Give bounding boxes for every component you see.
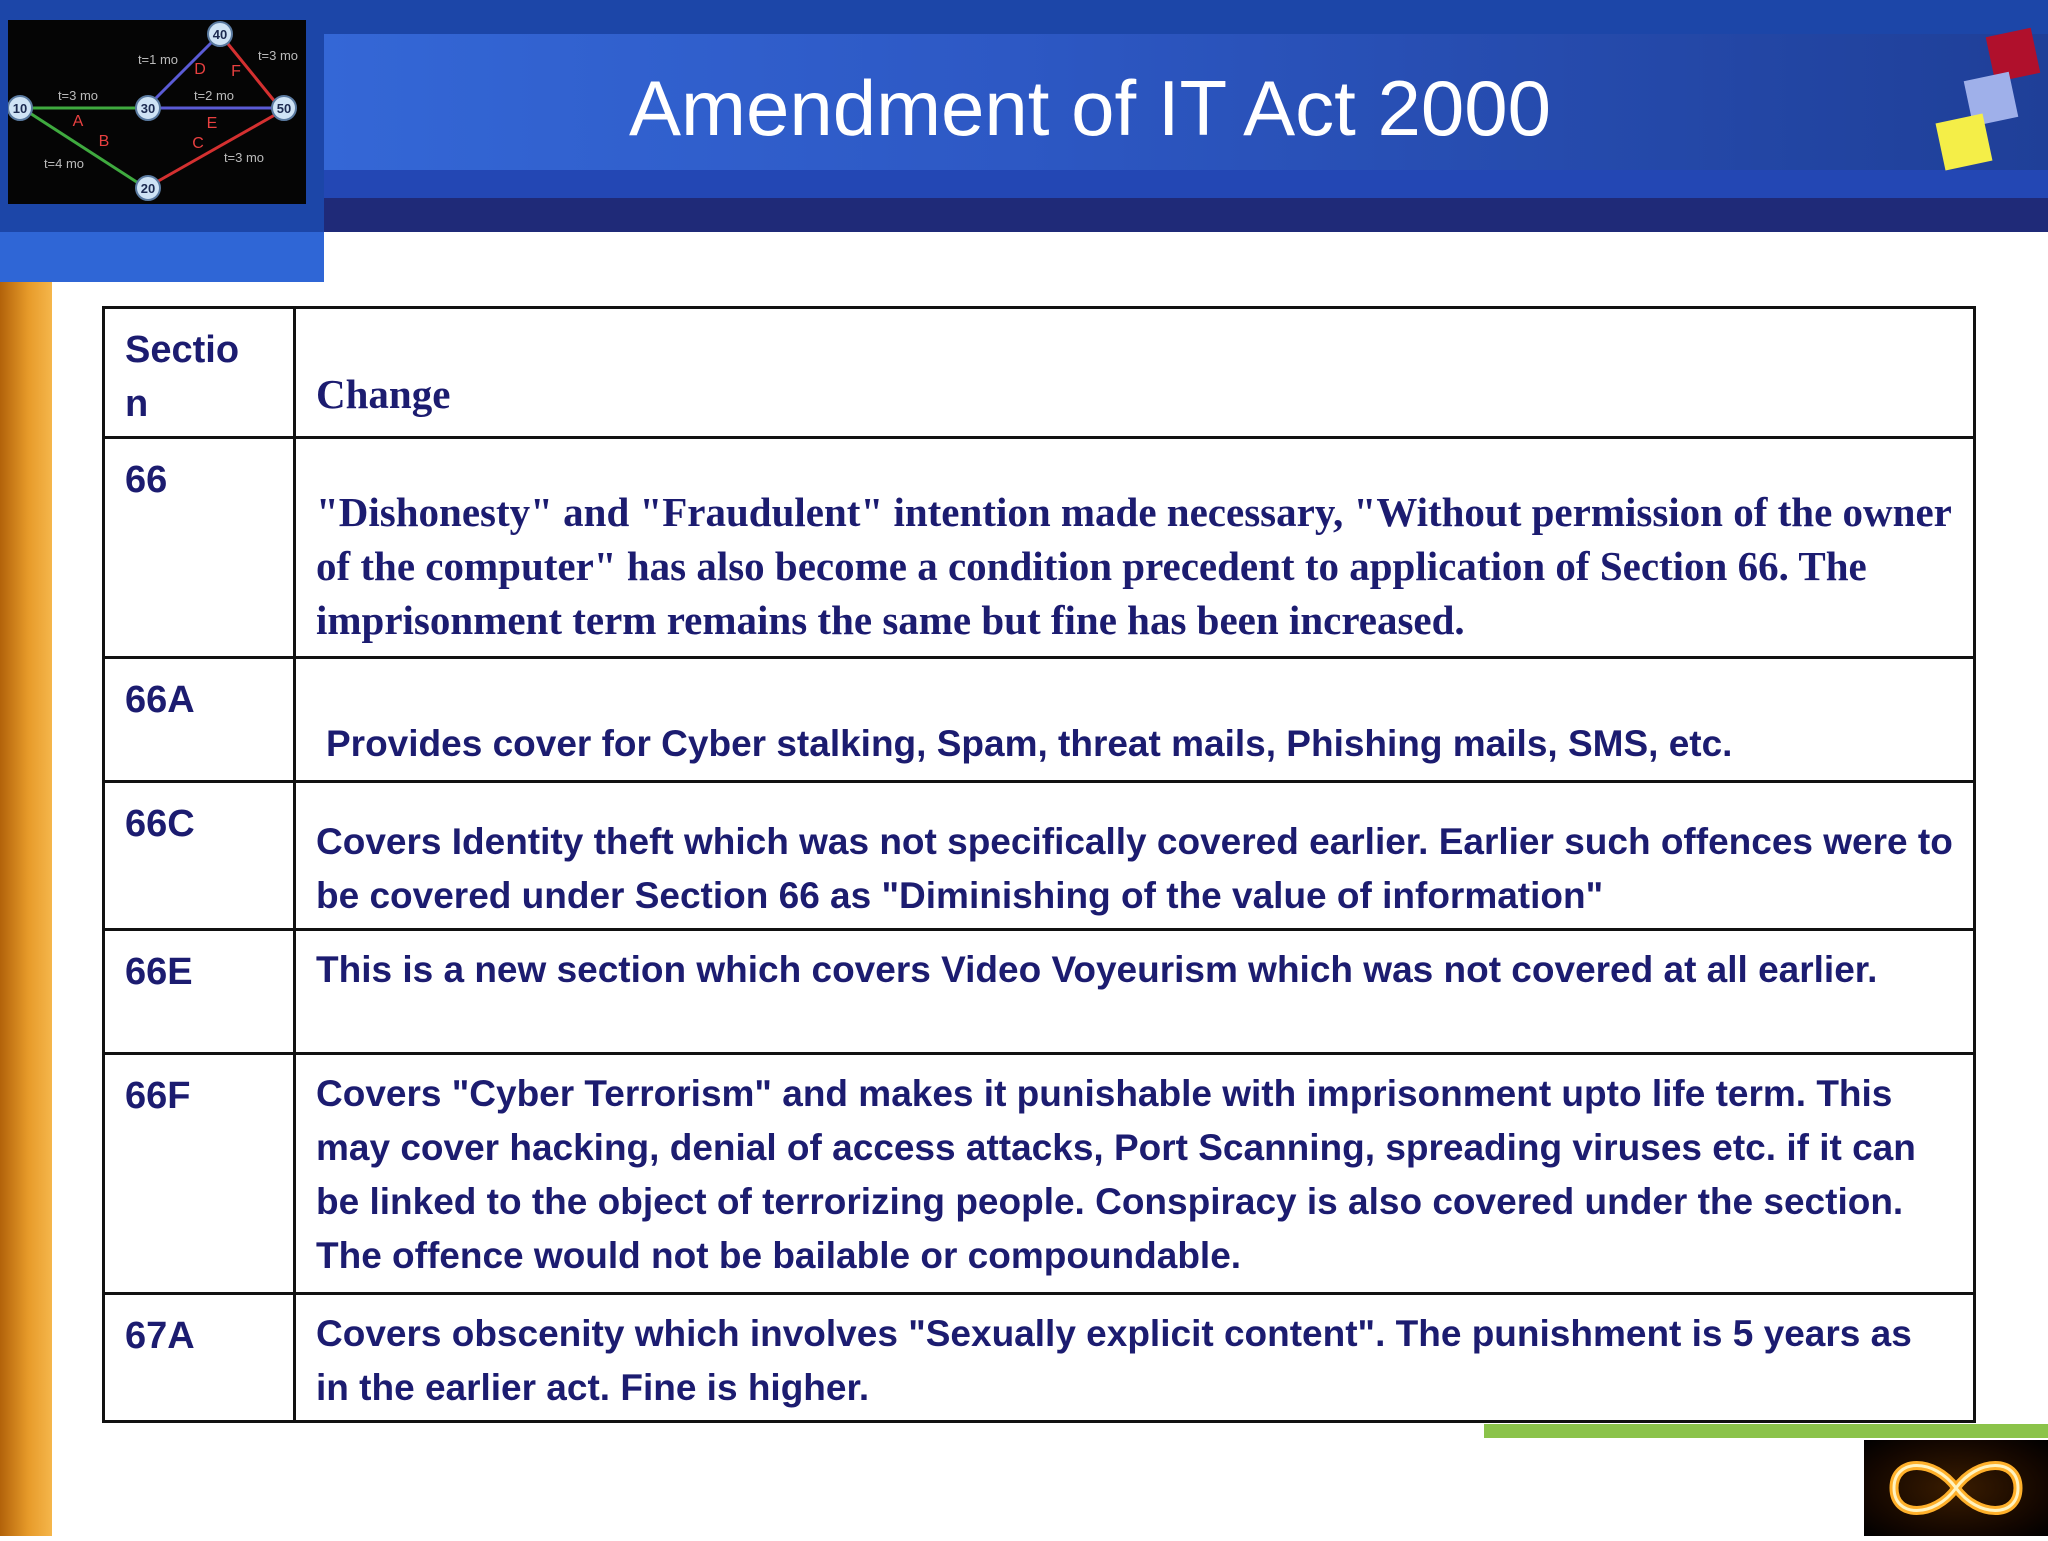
section-cell xyxy=(104,782,295,930)
table-header-row xyxy=(104,308,1975,438)
change-text: Covers Identity theft which was not specifically covered earlier. Earlier such offences were to be covered under Section 66 as "Diminishing of the value of information" xyxy=(316,821,1953,916)
header-stripe xyxy=(324,170,2048,198)
change-text: "Dishonesty" and "Fraudulent" intention made necessary, "Without permission of the owner of the computer" has also become a condition precedent to application of Section 66. The imprisonment term remains the same but fine has been increased. xyxy=(316,489,1952,643)
table-row xyxy=(104,1294,1975,1422)
change-cell xyxy=(295,658,1975,782)
table-row xyxy=(104,1054,1975,1294)
table-row xyxy=(104,782,1975,930)
infinity-logo xyxy=(1864,1440,2048,1536)
node-label: 20 xyxy=(140,181,156,196)
node-label: 50 xyxy=(276,101,292,116)
decorative-squares xyxy=(1932,26,2048,176)
change-text: Provides cover for Cyber stalking, Spam, threat mails, Phishing mails, SMS, etc. xyxy=(326,723,1733,764)
change-text: Covers "Cyber Terrorism" and makes it punishable with imprisonment upto life term. This may cover hacking, denial of access attacks, Port Scanning, spreading viruses etc. if it can be linked to the object of terrorizing people. Conspiracy is also covered under the section. The offence would not be bailable or compoundable. xyxy=(316,1073,1916,1276)
change-cell xyxy=(295,930,1975,1054)
section-number: 66E xyxy=(125,951,193,993)
node-label: 10 xyxy=(12,101,28,116)
header-change-label: Change xyxy=(316,371,451,417)
edge-letter: E xyxy=(206,115,218,132)
node-label: 30 xyxy=(140,101,156,116)
section-number: 66 xyxy=(125,459,168,501)
gold-side-bar xyxy=(0,282,52,1536)
network-diagram xyxy=(8,20,306,204)
network-diagram-logo xyxy=(8,20,306,204)
change-cell xyxy=(295,1294,1975,1422)
section-cell xyxy=(104,930,295,1054)
amendment-table xyxy=(102,306,1976,1423)
change-text: This is a new section which covers Video Voyeurism which was not covered at all earlier. xyxy=(316,949,1878,990)
section-number: 66C xyxy=(125,803,195,845)
section-cell xyxy=(104,1294,295,1422)
change-cell xyxy=(295,1054,1975,1294)
table-row xyxy=(104,930,1975,1054)
section-number: 66A xyxy=(125,679,195,721)
header-change-cell xyxy=(295,308,1975,438)
change-text: Covers obscenity which involves "Sexually explicit content". The punishment is 5 years as in the earlier act. Fine is higher. xyxy=(316,1313,1912,1408)
change-cell xyxy=(295,782,1975,930)
section-cell xyxy=(104,658,295,782)
header-bottom-stripe xyxy=(324,198,2048,232)
green-accent-line xyxy=(1484,1424,2048,1438)
duration-label: t=4 mo xyxy=(43,156,85,171)
node-label: 40 xyxy=(212,27,228,42)
header-section-cell xyxy=(104,308,295,438)
section-cell xyxy=(104,438,295,658)
edge-letter: C xyxy=(192,135,204,152)
duration-label: t=2 mo xyxy=(193,88,235,103)
yellow-square xyxy=(1936,114,1993,171)
duration-label: t=3 mo xyxy=(223,150,265,165)
infinity-icon xyxy=(1864,1440,2048,1536)
edge-letter: A xyxy=(72,113,84,130)
header-section-label: Sectio n xyxy=(125,329,240,425)
duration-label: t=3 mo xyxy=(57,88,99,103)
change-cell xyxy=(295,438,1975,658)
edge-b xyxy=(22,108,146,188)
edge-letter: D xyxy=(194,61,206,78)
edge-letter: B xyxy=(98,133,110,150)
edge-letter: F xyxy=(231,63,241,80)
table-row xyxy=(104,658,1975,782)
section-number: 67A xyxy=(125,1315,195,1357)
logo-box xyxy=(0,0,324,232)
section-number: 66F xyxy=(125,1075,191,1117)
header-top-stripe xyxy=(324,0,2048,34)
header-accent xyxy=(0,232,324,282)
section-cell xyxy=(104,1054,295,1294)
page-title: Amendment of IT Act 2000 xyxy=(628,64,1552,152)
duration-label: t=3 mo xyxy=(257,48,299,63)
duration-label: t=1 mo xyxy=(137,52,179,67)
table-row xyxy=(104,438,1975,658)
